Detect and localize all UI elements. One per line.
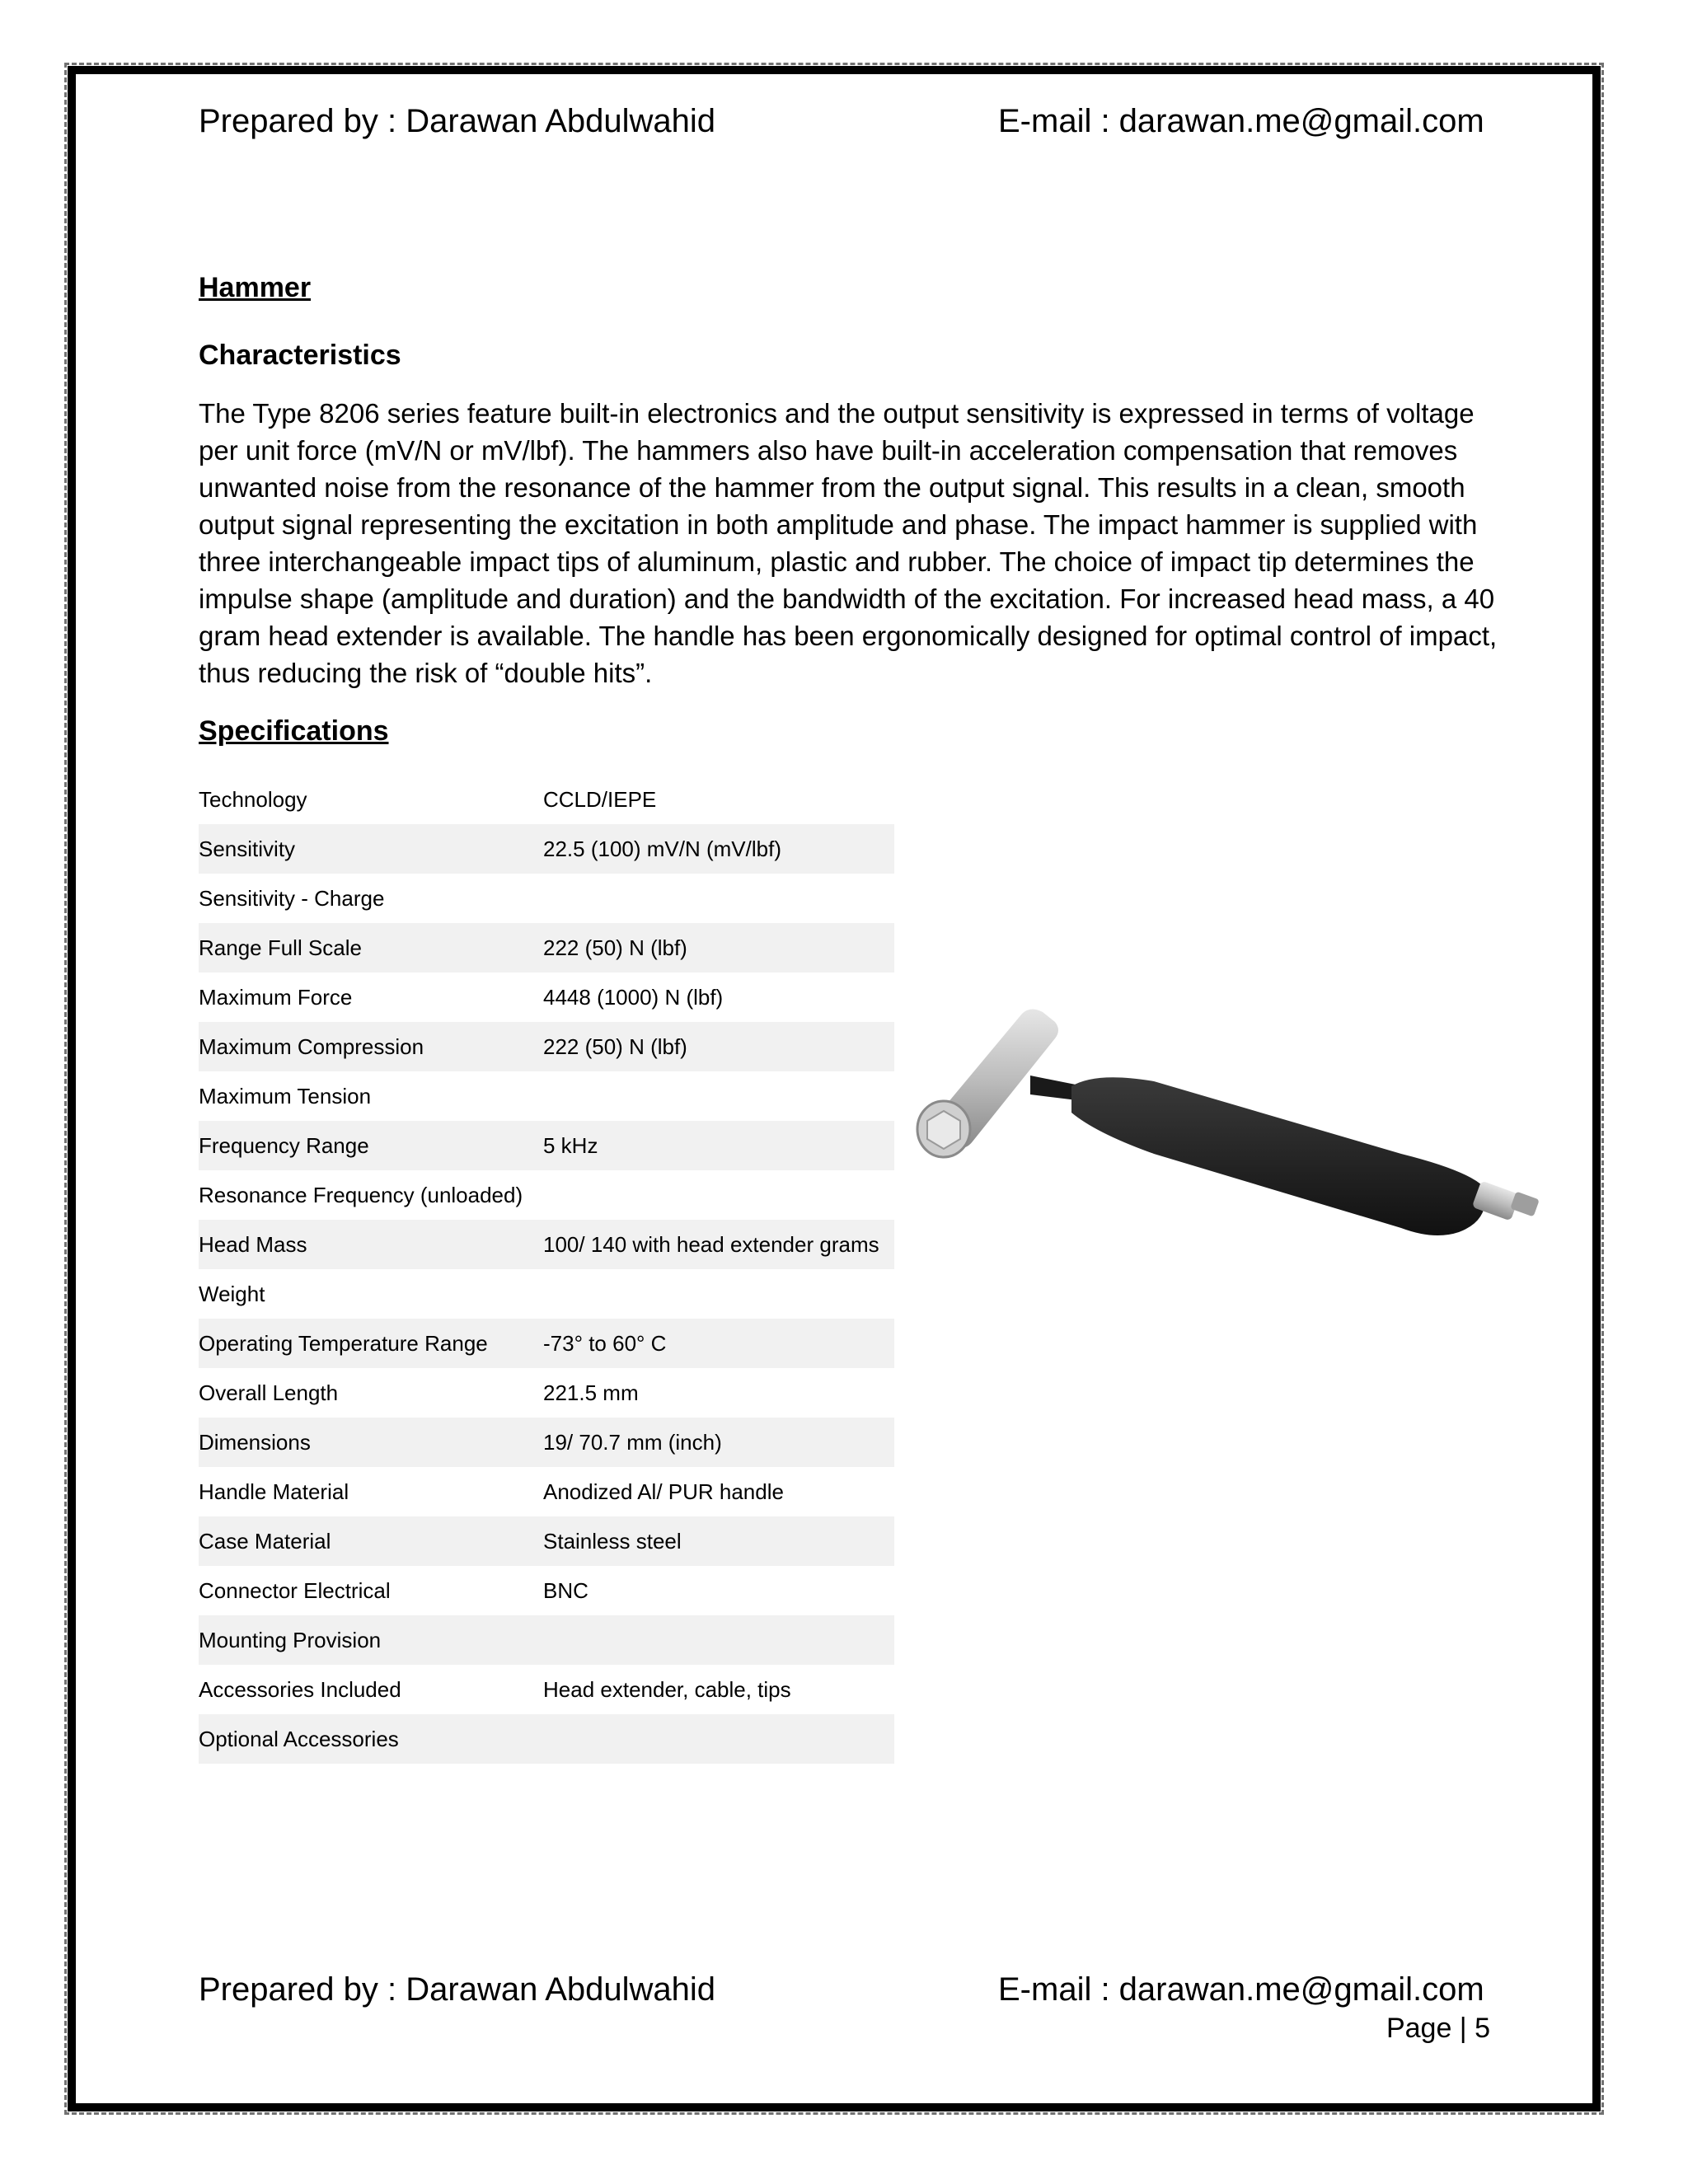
spec-label: Overall Length xyxy=(199,1380,339,1405)
section-title: Hammer xyxy=(199,272,312,303)
spec-value xyxy=(543,1170,894,1220)
spec-value xyxy=(543,1714,894,1764)
table-row xyxy=(199,1368,894,1418)
spec-value: 222 (50) N (lbf) xyxy=(543,923,894,972)
table-row xyxy=(199,1516,894,1566)
spec-value xyxy=(543,1269,894,1319)
spec-label: Connector Electrical xyxy=(199,1577,391,1603)
spec-label: Dimensions xyxy=(199,1418,543,1467)
spec-label: Sensitivity xyxy=(199,824,543,874)
table-row xyxy=(199,1022,894,1071)
spec-value xyxy=(543,874,894,923)
spec-value xyxy=(543,1615,894,1665)
characteristics-paragraph: The Type 8206 series feature built-in electronics and the output sensitivity is expressed in terms of voltage per unit force (mV/N or mV/lbf). The hammers also have built-in acceleration compensation that removes unwanted noise from the resonance of the hammer from the output signal. This results in a clean, smooth output signal representing the excitation in both amplitude and phase. The impact hammer is supplied with three interchangeable impact tips of aluminum, plastic and rubber. The choice of impact tip determines the impulse shape (amplitude and duration) and the bandwidth of the excitation. For increased head mass, a 40 gram head extender is available. The handle has been ergonomically designed for optimal control of impact, thus reducing the risk of “double hits”. xyxy=(199,398,1498,688)
table-row xyxy=(199,1714,894,1764)
table-row xyxy=(199,972,894,1022)
table-row xyxy=(199,874,894,923)
spec-value: 22.5 (100) mV/N (mV/lbf) xyxy=(543,824,894,874)
spec-label: Handle Material xyxy=(199,1479,349,1504)
spec-label: Maximum Compression xyxy=(199,1022,543,1071)
table-row xyxy=(199,1071,894,1121)
footer-prepared-by: Prepared by : Darawan Abdulwahid xyxy=(199,1971,716,2008)
table-row xyxy=(199,1418,894,1467)
table-row xyxy=(199,824,894,874)
spec-label: Optional Accessories xyxy=(199,1714,543,1764)
table-row xyxy=(199,775,894,824)
spec-value: 5 kHz xyxy=(543,1121,894,1170)
spec-label: Maximum Force xyxy=(199,984,353,1010)
spec-label: Weight xyxy=(199,1281,265,1306)
table-row xyxy=(199,1566,894,1615)
specifications-heading: Specifications xyxy=(199,715,389,747)
table-row xyxy=(199,1665,894,1714)
spec-value: CCLD/IEPE xyxy=(543,786,657,812)
spec-value: 222 (50) N (lbf) xyxy=(543,1022,894,1071)
table-row xyxy=(199,1467,894,1516)
spec-label: Sensitivity - Charge xyxy=(199,885,385,911)
spec-label: Maximum Tension xyxy=(199,1083,372,1108)
spec-value: BNC xyxy=(543,1577,588,1603)
spec-value: Stainless steel xyxy=(543,1516,894,1566)
spec-value: 19/ 70.7 mm (inch) xyxy=(543,1418,894,1467)
spec-label: Mounting Provision xyxy=(199,1615,543,1665)
spec-label: Resonance Frequency (unloaded) xyxy=(199,1182,523,1207)
table-row xyxy=(199,1170,894,1220)
spec-value: Anodized Al/ PUR handle xyxy=(543,1479,784,1504)
spec-value: Head extender, cable, tips xyxy=(543,1676,791,1702)
table-row xyxy=(199,1615,894,1665)
table-row xyxy=(199,1121,894,1170)
table-row xyxy=(199,1220,894,1269)
spec-label: Accessories Included xyxy=(199,1676,401,1702)
spec-value: 4448 (1000) N (lbf) xyxy=(543,984,724,1010)
spec-label: Technology xyxy=(199,786,307,812)
spec-value: -73° to 60° C xyxy=(543,1319,894,1368)
impact-hammer-image xyxy=(907,989,1550,1286)
header-prepared-by: Prepared by : Darawan Abdulwahid xyxy=(199,103,716,139)
spec-label: Range Full Scale xyxy=(199,923,543,972)
table-row xyxy=(199,1319,894,1368)
spec-label: Head Mass xyxy=(199,1220,543,1269)
table-row xyxy=(199,923,894,972)
specifications-table xyxy=(199,775,894,1764)
spec-label: Operating Temperature Range xyxy=(199,1319,543,1368)
spec-label: Frequency Range xyxy=(199,1121,543,1170)
table-row xyxy=(199,1269,894,1319)
footer-email: E-mail : darawan.me@gmail.com xyxy=(998,1971,1484,2008)
spec-value xyxy=(543,1071,894,1121)
characteristics-heading: Characteristics xyxy=(199,340,401,371)
page-number: Page | 5 xyxy=(1386,2013,1490,2044)
spec-value: 221.5 mm xyxy=(543,1380,639,1405)
spec-value: 100/ 140 with head extender grams xyxy=(543,1220,894,1269)
spec-label: Case Material xyxy=(199,1516,543,1566)
header-email: E-mail : darawan.me@gmail.com xyxy=(998,103,1484,139)
